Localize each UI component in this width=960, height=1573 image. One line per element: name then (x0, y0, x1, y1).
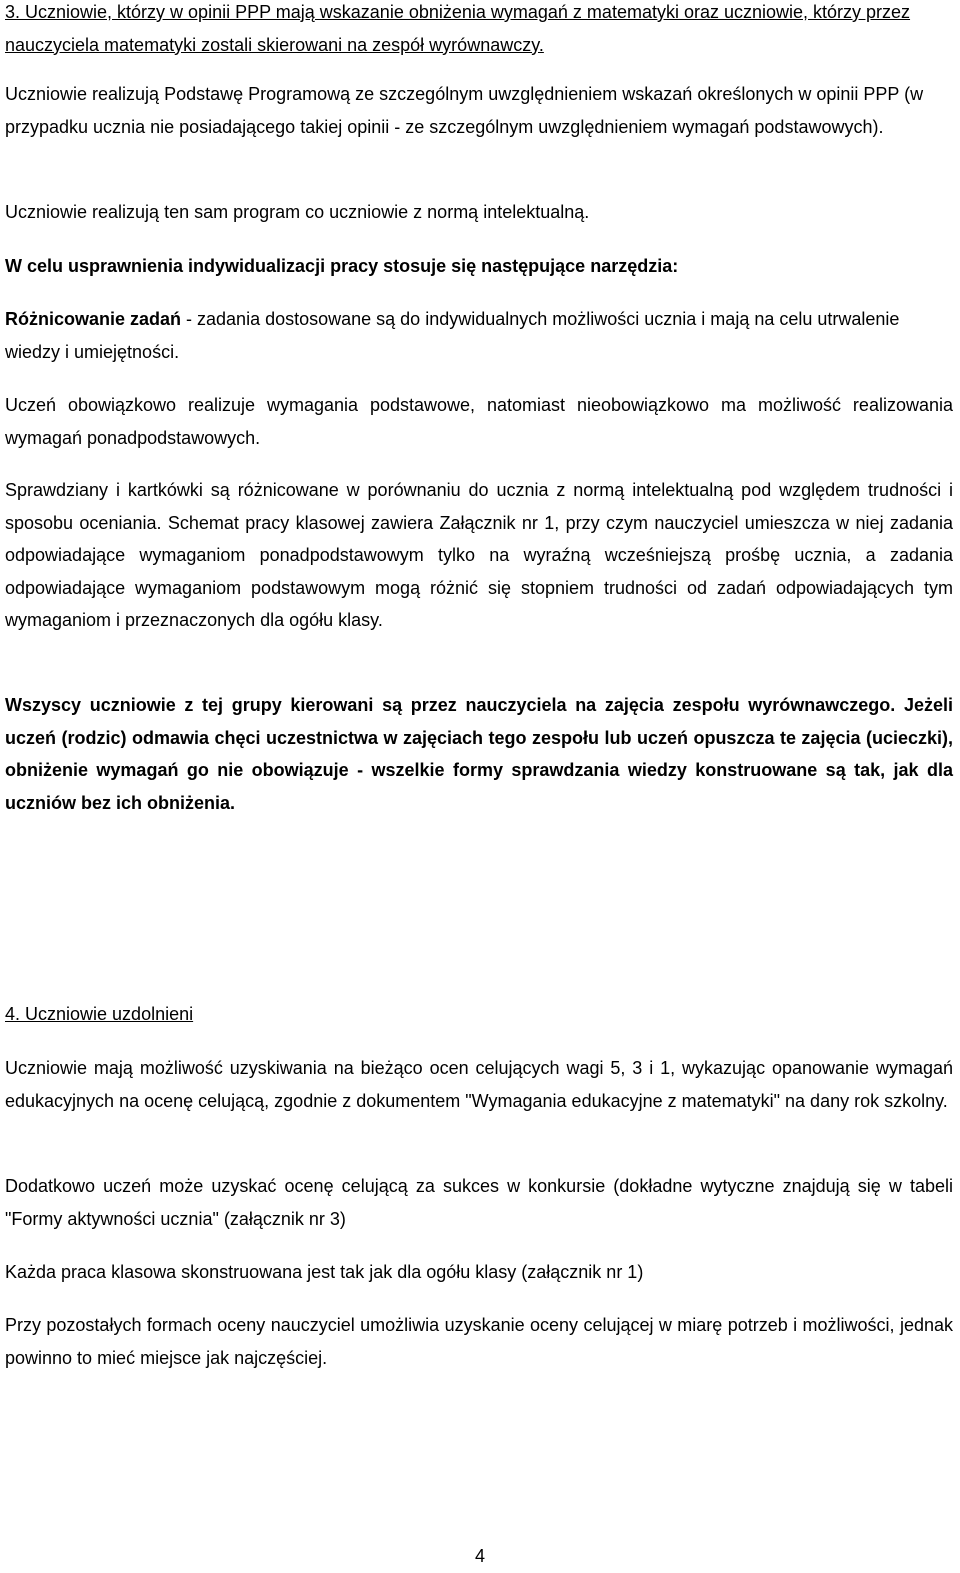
section-3-paragraph-3: Uczeń obowiązkowo realizuje wymagania podstawowe, natomiast nieobowiązkowo ma możliwość realizowania wymagań ponadpodstawowych. (5, 395, 953, 448)
differentiation-paragraph (5, 303, 953, 368)
differentiation-term: Różnicowanie zadań (5, 309, 182, 329)
tools-heading: W celu usprawnienia indywidualizacji pracy stosuje się następujące narzędzia: (5, 256, 679, 276)
section-4-paragraph-4: Przy pozostałych formach oceny nauczyciel umożliwia uzyskanie oceny celującej w miarę potrzeb i możliwości, jednak powinno to mieć miejsce jak najczęściej. (5, 1315, 953, 1368)
section-3-paragraph-4: Sprawdziany i kartkówki są różnicowane w porównaniu do ucznia z normą intelektualną pod względem trudności i sposobu oceniania. Schemat pracy klasowej zawiera Załącznik nr 1, przy czym nauczyciel umieszcza w niej zadania odpowiadające wymaganiom ponadpodstawowym tylko na wyraźną wcześniejszą prośbę ucznia, a zadania odpowiadające wymaganiom podstawowym mogą różnić się stopniem trudności od zadań odpowiadających tym wymaganiom i przeznaczonych dla ogółu klasy. (5, 480, 953, 630)
section-3-paragraph-2: Uczniowie realizują ten sam program co uczniowie z normą intelektualną. (5, 202, 590, 222)
section-4-heading: 4. Uczniowie uzdolnieni (5, 1004, 194, 1024)
section-4-paragraph-2: Dodatkowo uczeń może uzyskać ocenę celującą za sukces w konkursie (dokładne wytyczne znajdują się w tabeli "Formy aktywności ucznia" (załącznik nr 3) (5, 1176, 953, 1229)
differentiation-text: - zadania dostosowane są do indywidualnych możliwości ucznia i mają na celu utrwalenie wiedzy i umiejętności. (5, 309, 900, 362)
section-3-heading: 3. Uczniowie, którzy w opinii PPP mają wskazanie obniżenia wymagań z matematyki oraz uczniowie, którzy przez nauczyciela matematyki zostali skierowani na zespół wyrównawczy. (5, 2, 911, 55)
section-4-paragraph-1: Uczniowie mają możliwość uzyskiwania na bieżąco ocen celujących wagi 5, 3 i 1, wykazując opanowanie wymagań edukacyjnych na ocenę celującą, zgodnie z dokumentem "Wymagania edukacyjne z matematyki" na dany rok szkolny. (5, 1058, 953, 1111)
section-4-paragraph-3: Każda praca klasowa skonstruowana jest tak jak dla ogółu klasy (załącznik nr 1) (5, 1262, 644, 1282)
page-number: 4 (474, 1546, 485, 1566)
section-3-bold-notice: Wszyscy uczniowie z tej grupy kierowani są przez nauczyciela na zajęcia zespołu wyrównawczego. Jeżeli uczeń (rodzic) odmawia chęci uczestnictwa w zajęciach tego zespołu lub uczeń opuszcza te zajęcia (ucieczki), obniżenie wymagań go nie obowiązuje - wszelkie formy sprawdzania wiedzy konstruowane są tak, jak dla uczniów bez ich obniżenia. (5, 695, 953, 813)
section-3-paragraph-1: Uczniowie realizują Podstawę Programową ze szczególnym uwzględnieniem wskazań określonych w opinii PPP (w przypadku ucznia nie posiadającego takiej opinii - ze szczególnym uwzględnieniem wymagań podstawowych). (5, 84, 924, 137)
